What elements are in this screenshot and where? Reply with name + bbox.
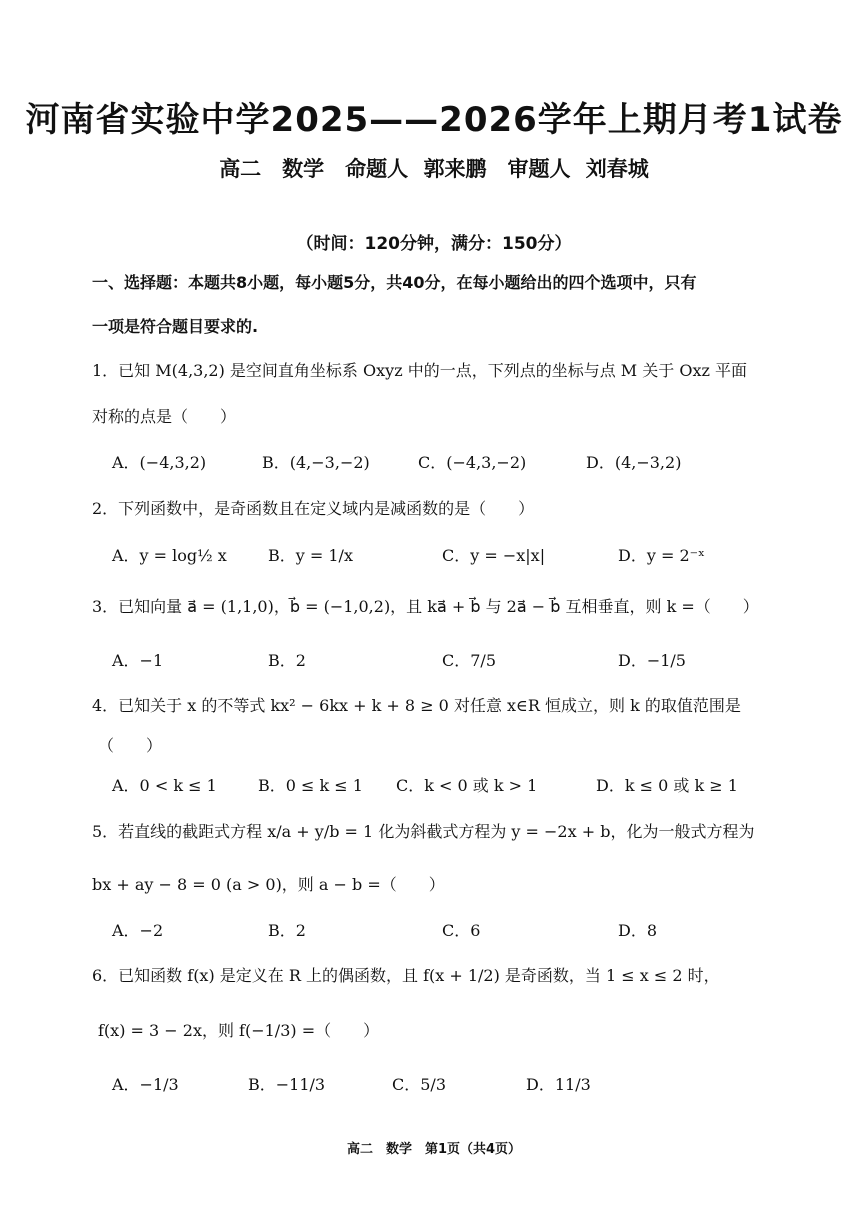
- question-4-line2: （ ）: [98, 736, 163, 755]
- question-1-option-b: B．(4,−3,−2): [262, 453, 370, 472]
- question-6-line1: 6．已知函数 f(x) 是定义在 R 上的偶函数，且 f(x + 1/2) 是奇函数，当 1 ≤ x ≤ 2 时，: [92, 966, 720, 985]
- question-4-line1: 4．已知关于 x 的不等式 kx² − 6kx + k + 8 ≥ 0 对任意 x∈R 恒成立，则 k 的取值范围是: [92, 696, 741, 715]
- question-5-option-b: B．2: [268, 921, 306, 940]
- question-2-line1: 2．下列函数中，是奇函数且在定义域内是减函数的是（ ）: [92, 499, 535, 518]
- question-3-option-a: A．−1: [112, 651, 164, 670]
- question-5-line1: 5．若直线的截距式方程 x/a + y/b = 1 化为斜截式方程为 y = −2x + b，化为一般式方程为: [92, 822, 755, 841]
- section-heading-line2: 一项是符合题目要求的.: [92, 317, 259, 336]
- question-5-option-a: A．−2: [112, 921, 164, 940]
- question-5-option-c: C．6: [442, 921, 481, 940]
- exam-title: 河南省实验中学2025——2026学年上期月考1试卷: [25, 100, 843, 140]
- question-1-option-a: A．(−4,3,2): [112, 453, 207, 472]
- question-3-option-b: B．2: [268, 651, 306, 670]
- question-6-line2: f(x) = 3 − 2x，则 f(−1/3) =（ ）: [98, 1021, 380, 1040]
- question-4-option-d: D．k ≤ 0 或 k ≥ 1: [596, 776, 738, 795]
- question-5-line2: bx + ay − 8 = 0 (a > 0)，则 a − b =（ ）: [92, 875, 445, 894]
- question-2-option-a: A．y = log½ x: [112, 546, 227, 565]
- question-6-option-c: C．5/3: [392, 1075, 446, 1094]
- question-4-option-a: A．0 < k ≤ 1: [112, 776, 217, 795]
- question-1-option-c: C．(−4,3,−2): [418, 453, 527, 472]
- question-3-option-d: D．−1/5: [618, 651, 686, 670]
- question-4-option-c: C．k < 0 或 k > 1: [396, 776, 538, 795]
- question-2-option-b: B．y = 1/x: [268, 546, 353, 565]
- question-4-option-b: B．0 ≤ k ≤ 1: [258, 776, 363, 795]
- question-2-option-c: C．y = −x|x|: [442, 546, 546, 565]
- question-3-line1: 3．已知向量 a⃗ = (1,1,0)，b⃗ = (−1,0,2)，且 ka⃗ + b⃗ 与 2a⃗ − b⃗ 互相垂直，则 k =（ ）: [92, 597, 759, 616]
- question-1-line1: 1．已知 M(4,3,2) 是空间直角坐标系 Oxyz 中的一点，下列点的坐标与点 M 关于 Oxz 平面: [92, 361, 748, 380]
- exam-subtitle: 高二 数学 命题人 郭来鹏 审题人 刘春城: [219, 157, 649, 181]
- section-heading-line1: 一、选择题：本题共8小题，每小题5分，共40分，在每小题给出的四个选项中，只有: [92, 273, 697, 292]
- page-footer: 高二 数学 第1页（共4页）: [346, 1142, 522, 1157]
- question-5-option-d: D．8: [618, 921, 658, 940]
- question-2-option-d: D．y = 2⁻ˣ: [618, 546, 705, 565]
- question-3-option-c: C．7/5: [442, 651, 496, 670]
- question-1-option-d: D．(4,−3,2): [586, 453, 682, 472]
- time-note: （时间：120分钟，满分：150分）: [296, 234, 572, 254]
- question-6-option-d: D．11/3: [526, 1075, 591, 1094]
- question-1-line2: 对称的点是（ ）: [92, 407, 237, 426]
- question-6-option-b: B．−11/3: [248, 1075, 326, 1094]
- question-6-option-a: A．−1/3: [112, 1075, 179, 1094]
